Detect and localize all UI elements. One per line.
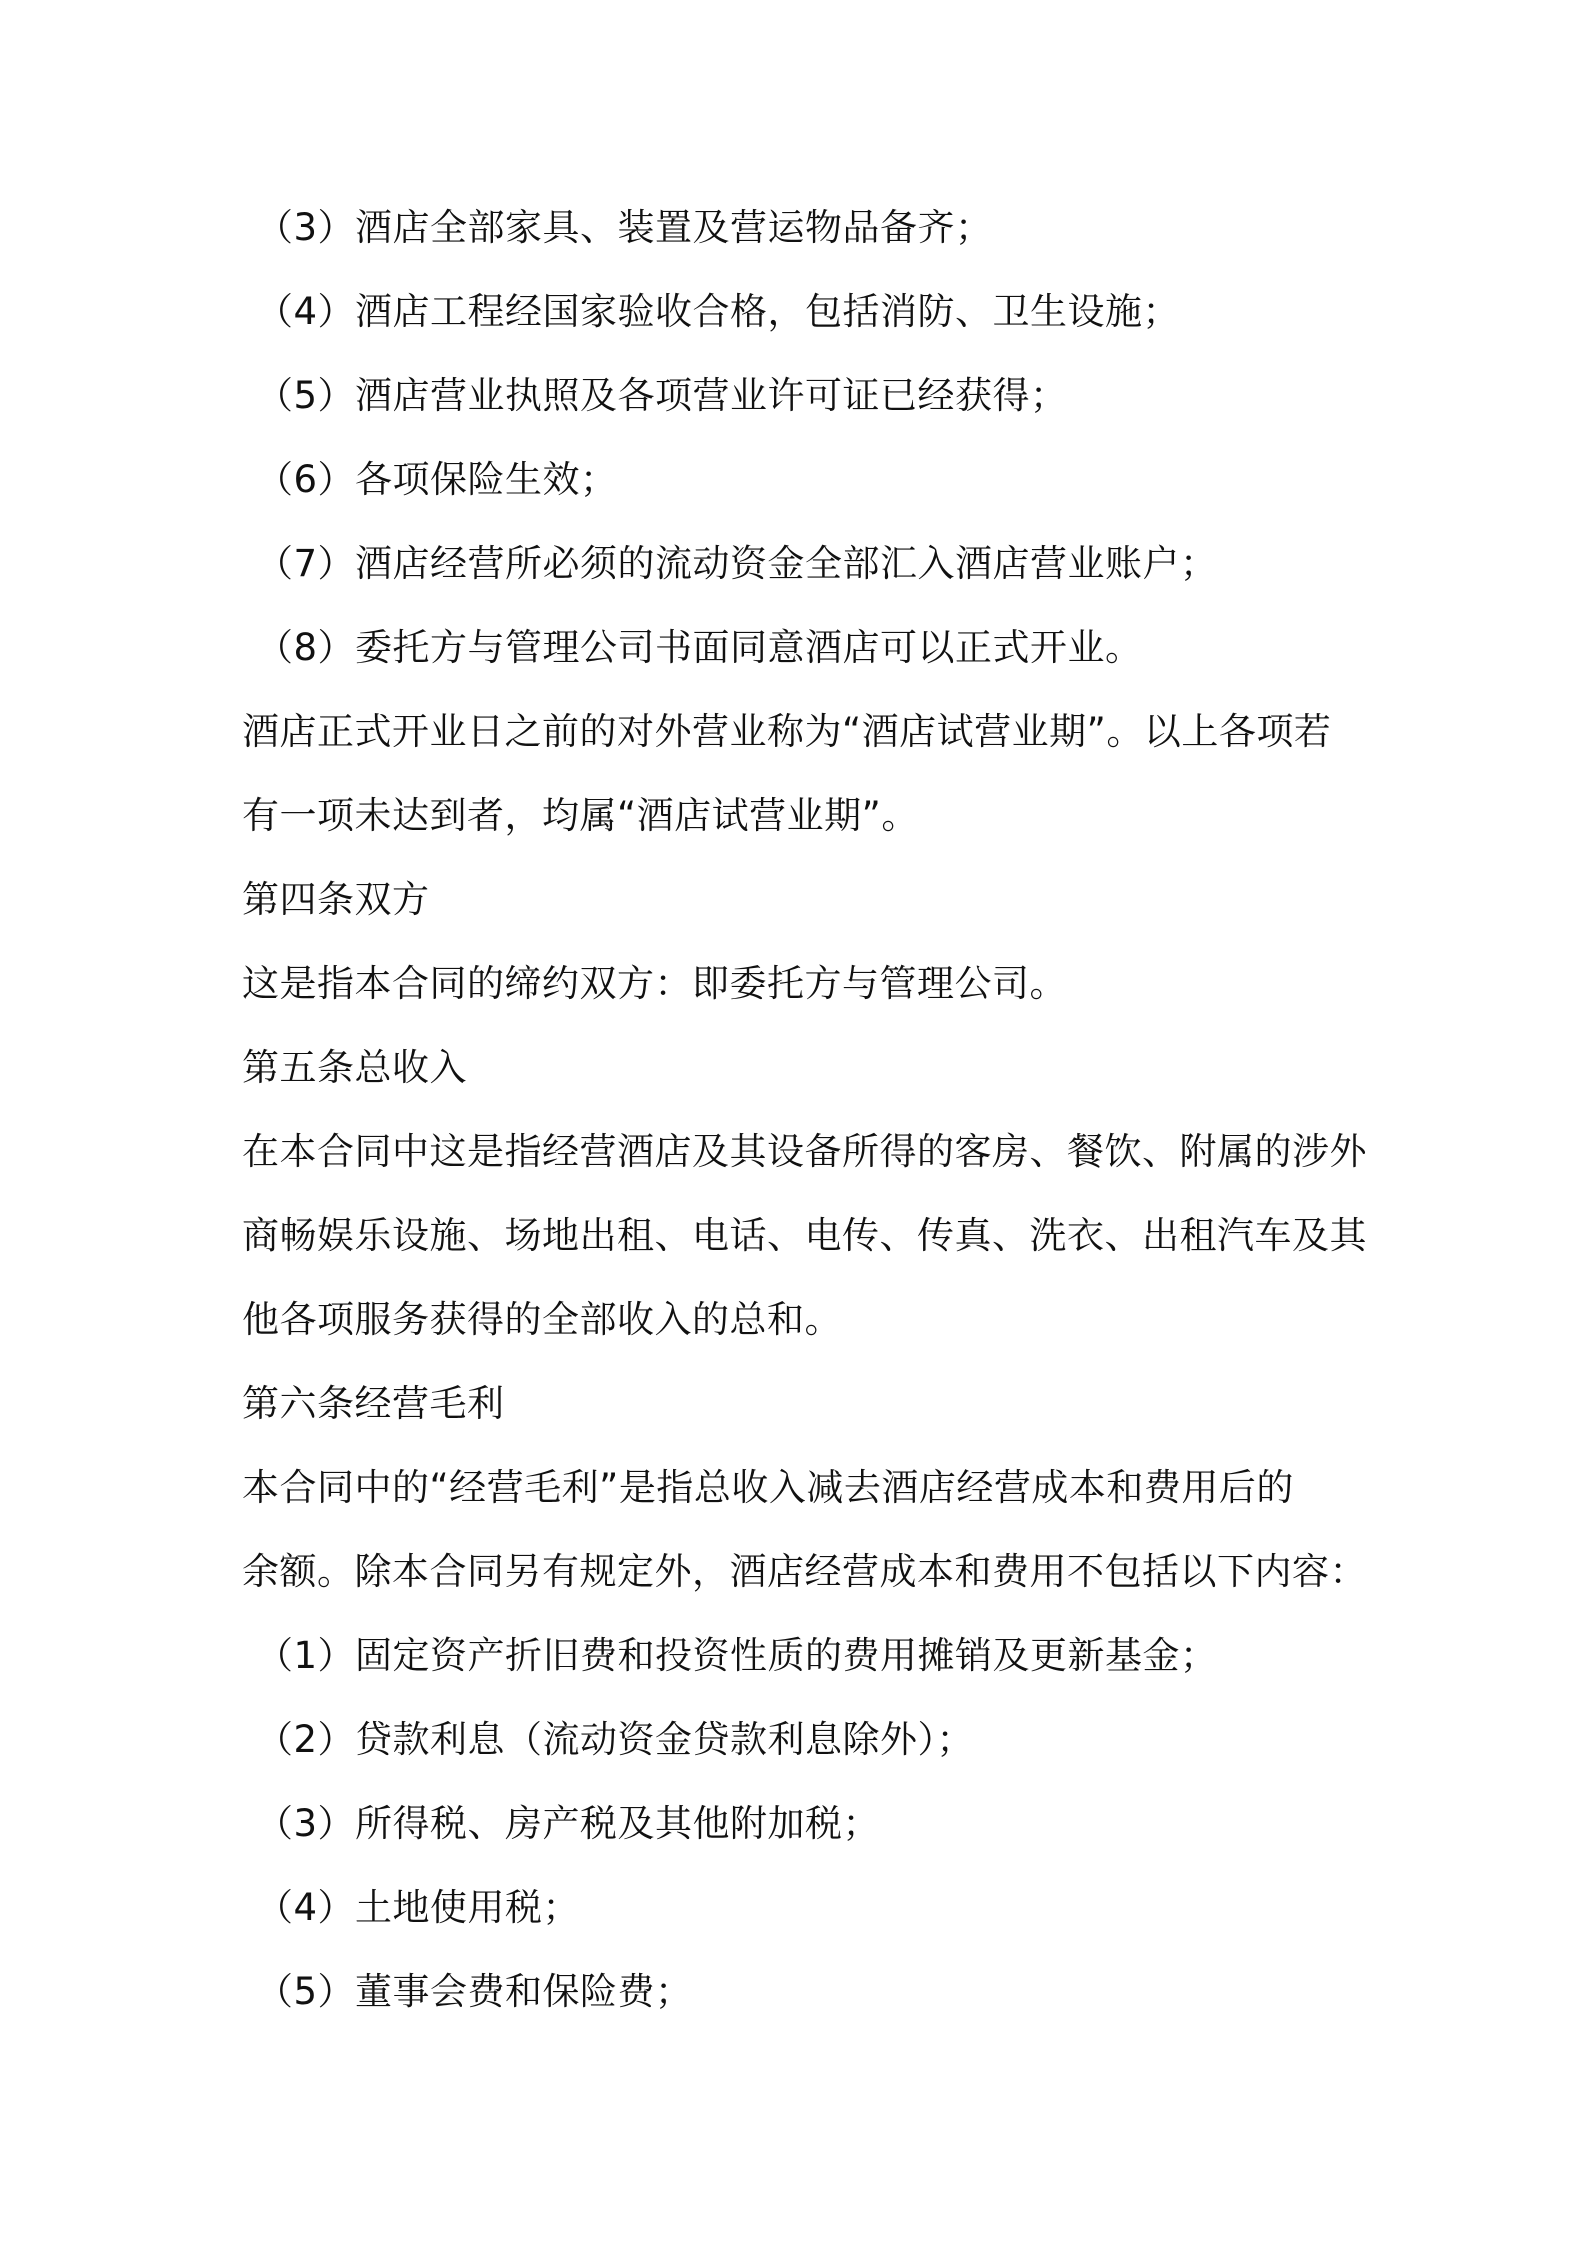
- section-heading: 第五条总收入: [242, 1046, 467, 1089]
- list-item: （7）酒店经营所必须的流动资金全部汇入酒店营业账户；: [256, 542, 1218, 585]
- paragraph-line: 有一项未达到者，均属“酒店试营业期”。: [242, 794, 919, 837]
- paragraph-line: 这是指本合同的缔约双方：即委托方与管理公司。: [242, 962, 1067, 1005]
- section-heading: 第六条经营毛利: [242, 1382, 505, 1425]
- paragraph-line: 他各项服务获得的全部收入的总和。: [242, 1298, 842, 1341]
- document-body: [242, 196, 1367, 2044]
- paragraph-line: 在本合同中这是指经营酒店及其设备所得的客房、餐饮、附属的涉外: [242, 1130, 1367, 1173]
- section-heading: 第四条双方: [242, 878, 430, 921]
- list-item: （5）酒店营业执照及各项营业许可证已经获得；: [256, 374, 1068, 417]
- list-item: （3）所得税、房产税及其他附加税；: [256, 1802, 881, 1845]
- list-item: （8）委托方与管理公司书面同意酒店可以正式开业。: [256, 626, 1143, 669]
- list-item: （6）各项保险生效；: [256, 458, 618, 501]
- list-item: （1）固定资产折旧费和投资性质的费用摊销及更新基金；: [256, 1634, 1218, 1677]
- list-item: （4）酒店工程经国家验收合格，包括消防、卫生设施；: [256, 290, 1181, 333]
- list-item: （4）土地使用税；: [256, 1886, 581, 1929]
- paragraph-line: 本合同中的“经营毛利”是指总收入减去酒店经营成本和费用后的: [242, 1466, 1294, 1509]
- paragraph-line: 酒店正式开业日之前的对外营业称为“酒店试营业期”。以上各项若: [242, 710, 1332, 753]
- list-item: （5）董事会费和保险费；: [256, 1970, 693, 2013]
- paragraph-line: 余额。除本合同另有规定外，酒店经营成本和费用不包括以下内容：: [242, 1550, 1367, 1593]
- paragraph-line: 商畅娱乐设施、场地出租、电话、电传、传真、洗衣、出租汽车及其: [242, 1214, 1367, 1257]
- list-item: （2）贷款利息（流动资金贷款利息除外）；: [256, 1718, 975, 1761]
- list-item: （3）酒店全部家具、装置及营运物品备齐；: [256, 206, 993, 249]
